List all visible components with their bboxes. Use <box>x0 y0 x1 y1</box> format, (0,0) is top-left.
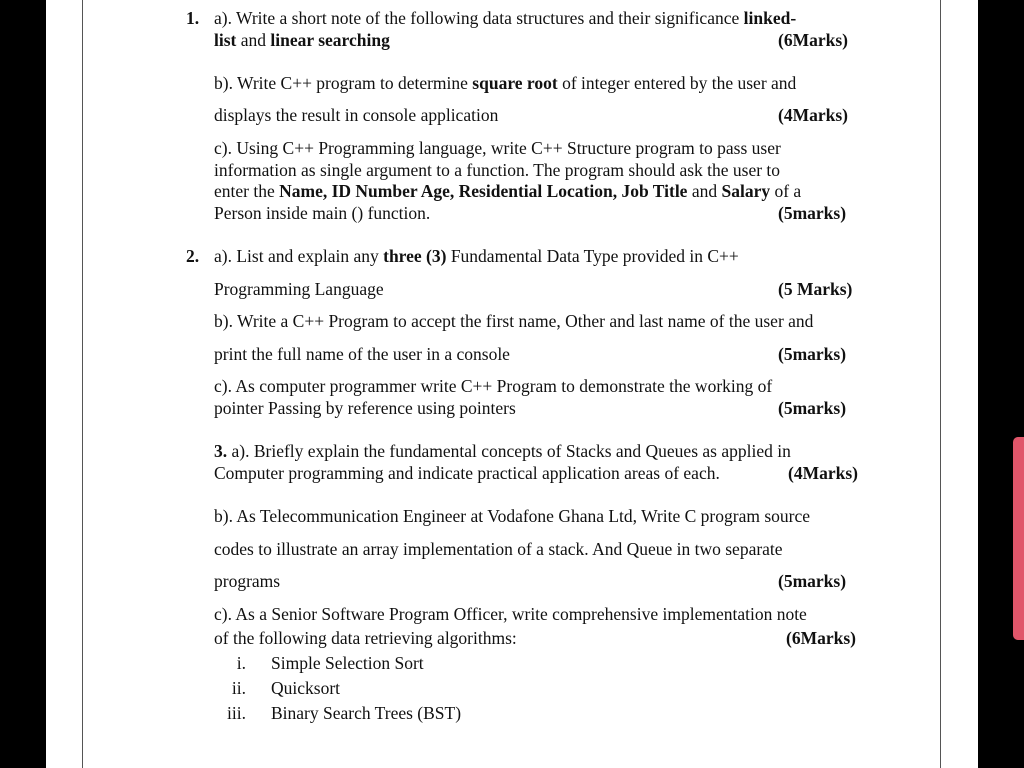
text-line: displays the result in console application <box>214 105 499 125</box>
left-black-bar <box>0 0 46 768</box>
right-black-bar <box>978 0 1024 768</box>
text-line: Computer programming and indicate practical application areas of each. <box>214 463 720 483</box>
marks-label: (5marks) <box>778 344 847 364</box>
marks-label: (5marks) <box>778 571 847 591</box>
marks-label: (6Marks) <box>778 30 848 50</box>
text-line: b). As Telecommunication Engineer at Vodafone Ghana Ltd, Write C program source <box>214 506 810 526</box>
text-line: information as single argument to a function. The program should ask the user to <box>214 160 781 180</box>
list-item: Simple Selection Sort <box>271 653 424 673</box>
text-line: b). Write C++ program to determine square root of integer entered by the user and <box>214 73 797 93</box>
page-border-left <box>82 0 83 768</box>
page-border-right <box>940 0 941 768</box>
marks-label: (5marks) <box>778 203 847 223</box>
list-numeral: ii. <box>231 678 246 698</box>
text-line: a). List and explain any three (3) Fundamental Data Type provided in C++ <box>214 246 739 266</box>
text-line: 3. a). Briefly explain the fundamental concepts of Stacks and Queues as applied in <box>214 441 791 461</box>
text-line: enter the Name, ID Number Age, Residential Location, Job Title and Salary of a <box>214 181 802 201</box>
marks-label: (4Marks) <box>778 105 848 125</box>
text-line: print the full name of the user in a console <box>214 344 510 364</box>
scroll-handle[interactable] <box>1013 437 1024 640</box>
list-numeral: iii. <box>227 703 246 723</box>
text-line: c). As a Senior Software Program Officer, write comprehensive implementation note <box>214 604 807 624</box>
marks-label: (4Marks) <box>788 463 858 483</box>
text-line: Person inside main () function. <box>214 203 431 223</box>
list-numeral: i. <box>236 653 246 673</box>
text-line: pointer Passing by reference using pointers <box>214 398 516 418</box>
question-number: 2. <box>186 246 200 266</box>
question-number: 1. <box>186 8 200 28</box>
text-line: c). Using C++ Programming language, write C++ Structure program to pass user <box>214 138 781 158</box>
text-line: of the following data retrieving algorithms: <box>214 628 517 648</box>
text-line: a). Write a short note of the following data structures and their significance linked- <box>214 8 797 28</box>
marks-label: (5marks) <box>778 398 847 418</box>
text-line: list and linear searching <box>214 30 390 50</box>
text-line: b). Write a C++ Program to accept the first name, Other and last name of the user and <box>214 311 814 331</box>
text-line: codes to illustrate an array implementation of a stack. And Queue in two separate <box>214 539 783 559</box>
marks-label: (6Marks) <box>786 628 856 648</box>
question-number: 3. <box>214 441 228 461</box>
text-line: Programming Language <box>214 279 384 299</box>
list-item: Binary Search Trees (BST) <box>271 703 462 723</box>
text-line: programs <box>214 571 281 591</box>
marks-label: (5 Marks) <box>778 279 853 299</box>
text-line: c). As computer programmer write C++ Program to demonstrate the working of <box>214 376 773 396</box>
list-item: Quicksort <box>271 678 341 698</box>
